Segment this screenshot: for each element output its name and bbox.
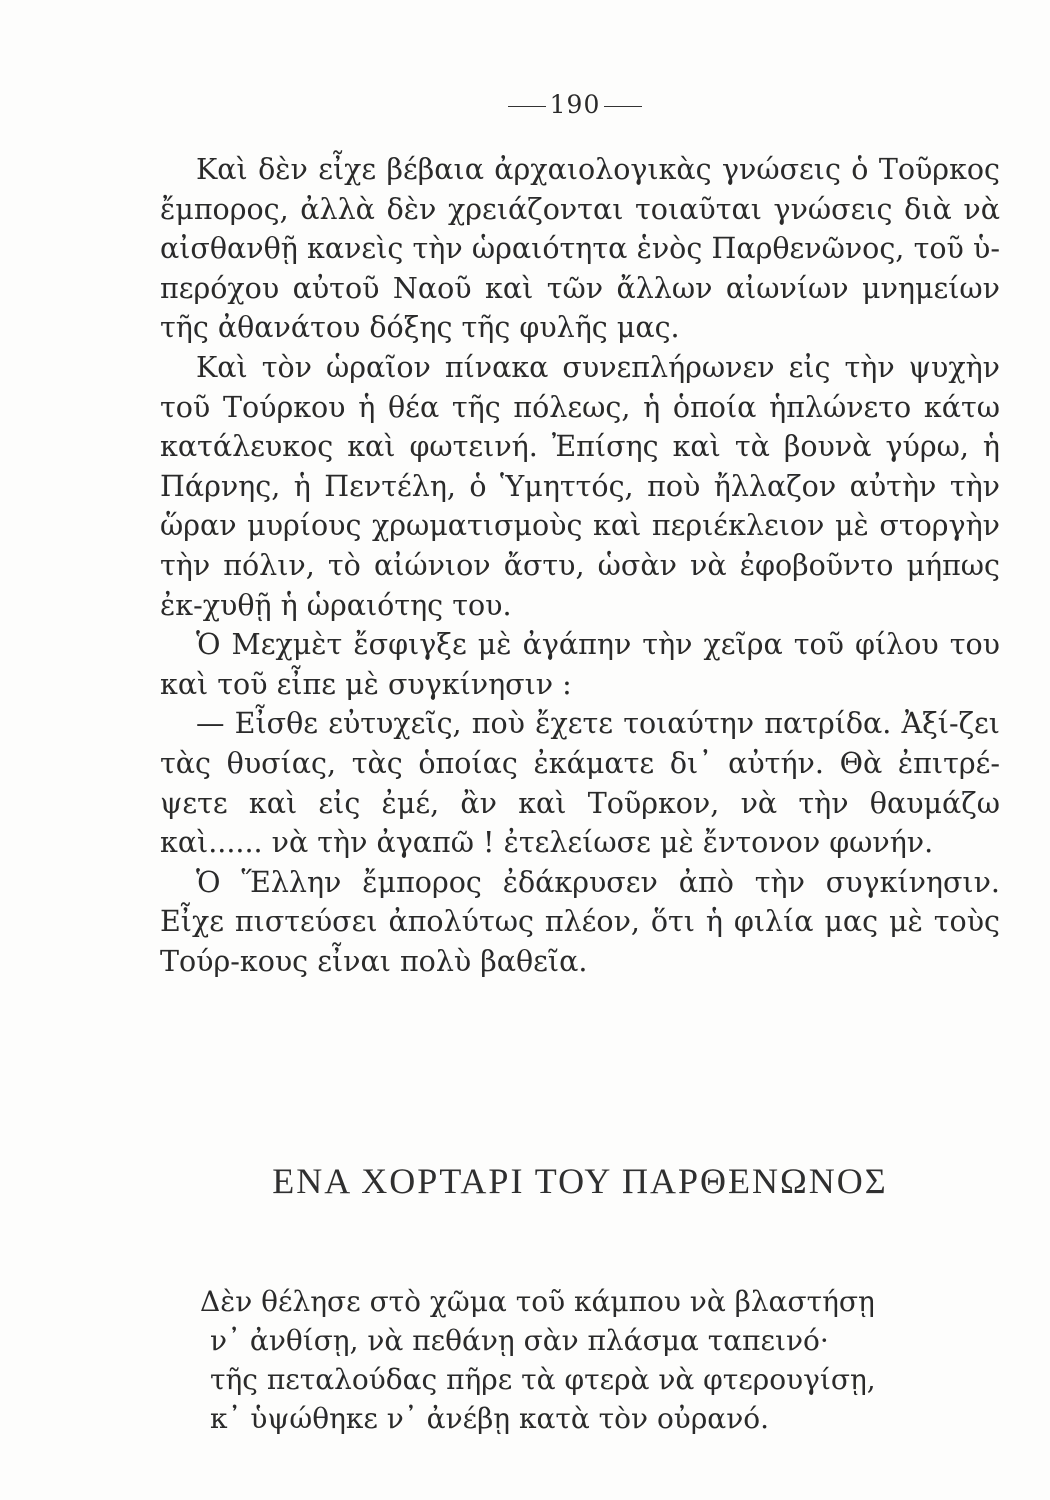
- poem-line: τῆς πεταλούδας πῆρε τὰ φτερὰ νὰ φτερουγίσῃ,: [210, 1363, 876, 1396]
- paragraph: — Εἶσθε εὐτυχεῖς, ποὺ ἔχετε τοιαύτην πατρίδα. Ἀξί-ζει τὰς θυσίας, τὰς ὁποίας ἐκάματε δι᾽ αὐτήν. Θὰ ἐπιτρέ-ψετε καὶ εἰς ἐμέ, ἂν καὶ Τοῦρκον, νὰ τὴν θαυμάζω καὶ...... νὰ τὴν ἀγαπῶ ! ἐτελείωσε μὲ ἔντονον φωνήν.: [160, 707, 1000, 860]
- poem: [200, 1282, 980, 1438]
- section-title: ΕΝΑ ΧΟΡΤΑΡΙ ΤΟΥ ΠΑΡΘΕΝΩΝΟΣ: [272, 1161, 888, 1201]
- paragraph: Ὁ Μεχμὲτ ἔσφιγξε μὲ ἀγάπην τὴν χεῖρα τοῦ φίλου του καὶ τοῦ εἶπε μὲ συγκίνησιν :: [160, 628, 1000, 701]
- page-number-header: [0, 90, 1050, 119]
- poem-line: Δὲν θέλησε στὸ χῶμα τοῦ κάμπου νὰ βλαστήσῃ: [200, 1285, 875, 1318]
- page-number-left-dash: [508, 106, 546, 107]
- page-number-right-dash: [604, 106, 642, 107]
- poem-line: ν᾽ ἀνθίσῃ, νὰ πεθάνῃ σὰν πλάσμα ταπεινό·: [210, 1324, 829, 1357]
- poem-line: κ᾽ ὑψώθηκε ν᾽ ἀνέβῃ κατὰ τὸν οὐρανό.: [210, 1402, 769, 1435]
- paragraph: Ὁ Ἕλλην ἔμπορος ἐδάκρυσεν ἀπὸ τὴν συγκίνησιν. Εἶχε πιστεύσει ἀπολύτως πλέον, ὅτι ἡ φιλία μας μὲ τοὺς Τούρ-κους εἶναι πολὺ βαθεῖα.: [160, 865, 1000, 978]
- page-number: 190: [549, 90, 601, 119]
- paragraph: Καὶ τὸν ὡραῖον πίνακα συνεπλήρωνεν εἰς τὴν ψυχὴν τοῦ Τούρκου ἡ θέα τῆς πόλεως, ἡ ὁποία ἡπλώνετο κάτω κατάλευκος καὶ φωτεινή. Ἐπίσης καὶ τὰ βουνὰ γύρω, ἡ Πάρνης, ἡ Πεντέλη, ὁ Ὑμηττός, ποὺ ἤλλαζον αὐτὴν τὴν ὥραν μυρίους χρωματισμοὺς καὶ περιέκλειον μὲ στοργὴν τὴν πόλιν, τὸ αἰώνιον ἄστυ, ὡσὰν νὰ ἐφοβοῦντο μήπως ἐκ-χυθῇ ἡ ὡραιότης του.: [160, 350, 1000, 622]
- paragraph: Καὶ δὲν εἶχε βέβαια ἀρχαιολογικὰς γνώσεις ὁ Τοῦρκος ἔμπορος, ἀλλὰ δὲν χρειάζονται τοιαῦται γνώσεις διὰ νὰ αἰσθανθῇ κανεὶς τὴν ὡραιότητα ἑνὸς Παρθενῶνος, τοῦ ὑ-περόχου αὐτοῦ Ναοῦ καὶ τῶν ἄλλων αἰωνίων μνημείων τῆς ἀθανάτου δόξης τῆς φυλῆς μας.: [160, 153, 1000, 345]
- prose-text: [160, 150, 1000, 981]
